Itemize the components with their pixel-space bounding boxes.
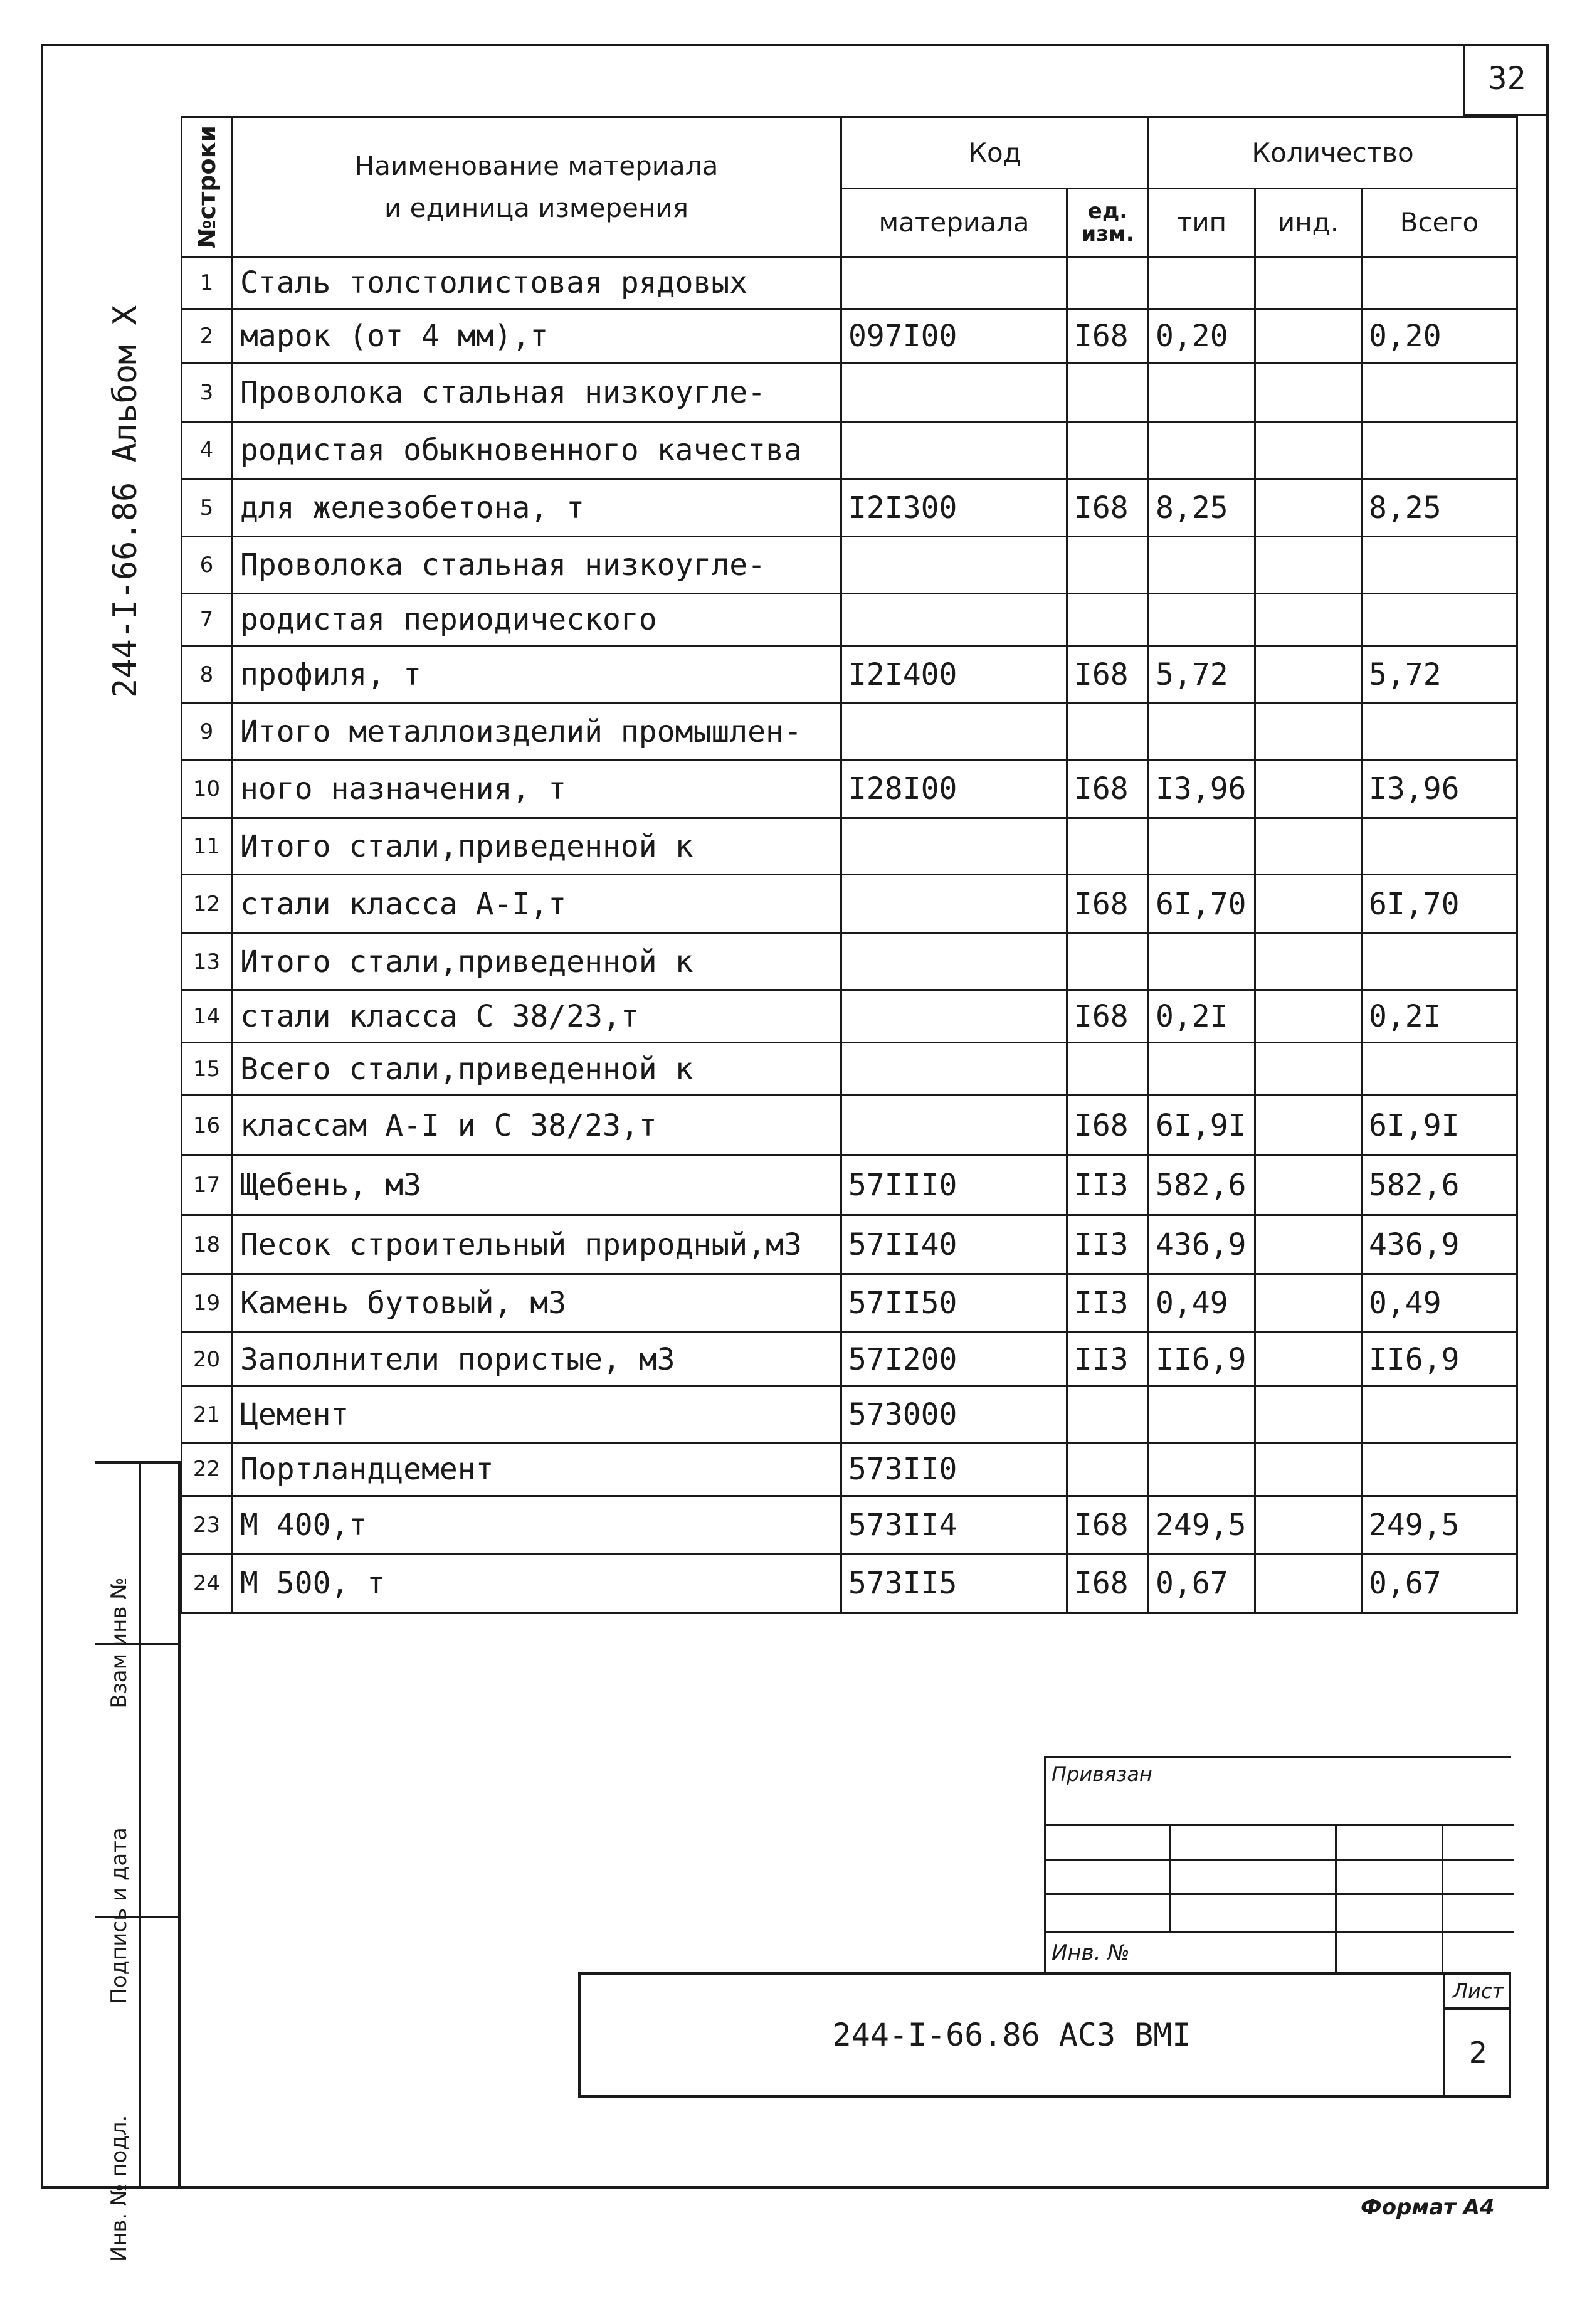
stamp-caption: Привязан xyxy=(1052,1762,1152,1786)
qty-ind xyxy=(1255,1443,1362,1496)
side-cell-vzam xyxy=(95,1461,181,1709)
table-row xyxy=(182,309,1517,363)
table-row xyxy=(182,704,1517,760)
material-name: для железобетона, т xyxy=(232,479,841,537)
sheet-caption: Лист xyxy=(1445,1975,1511,2010)
qty-type xyxy=(1149,422,1255,479)
unit-code: I68 xyxy=(1067,309,1149,363)
row-number: 16 xyxy=(182,1096,232,1156)
unit-code: II3 xyxy=(1067,1215,1149,1274)
table-row xyxy=(182,594,1517,646)
table-row xyxy=(182,990,1517,1043)
header-row-no: №строки xyxy=(182,117,232,257)
materials-table xyxy=(181,116,1518,1614)
side-cell-signature xyxy=(95,1643,181,2004)
material-name: Портландцемент xyxy=(232,1443,841,1496)
header-code-material: материала xyxy=(841,188,1067,256)
material-name: родистая периодического xyxy=(232,594,841,646)
qty-ind xyxy=(1255,537,1362,594)
material-code xyxy=(841,1043,1067,1096)
qty-type: 0,67 xyxy=(1149,1554,1255,1614)
material-name: Цемент xyxy=(232,1386,841,1443)
material-code: I28I00 xyxy=(841,760,1067,818)
row-number: 1 xyxy=(182,257,232,309)
row-number: 2 xyxy=(182,309,232,363)
material-name: Щебень, м3 xyxy=(232,1156,841,1215)
material-code xyxy=(841,537,1067,594)
qty-ind xyxy=(1255,1156,1362,1215)
material-name: стали класса С 38/23,т xyxy=(232,990,841,1043)
row-number: 13 xyxy=(182,934,232,990)
material-code xyxy=(841,1096,1067,1156)
table-row xyxy=(182,1274,1517,1333)
material-name: классам А-I и С 38/23,т xyxy=(232,1096,841,1156)
unit-code xyxy=(1067,1386,1149,1443)
qty-type: II6,9 xyxy=(1149,1333,1255,1386)
qty-total: 0,20 xyxy=(1362,309,1517,363)
qty-type xyxy=(1149,704,1255,760)
qty-total xyxy=(1362,537,1517,594)
unit-code: I68 xyxy=(1067,1554,1149,1614)
material-name: М 500, т xyxy=(232,1554,841,1614)
qty-total: II6,9 xyxy=(1362,1333,1517,1386)
qty-total xyxy=(1362,704,1517,760)
material-code: 573II4 xyxy=(841,1496,1067,1554)
row-number: 18 xyxy=(182,1215,232,1274)
unit-code: I68 xyxy=(1067,1096,1149,1156)
row-number: 8 xyxy=(182,646,232,704)
qty-total: 8,25 xyxy=(1362,479,1517,537)
material-code: 573II5 xyxy=(841,1554,1067,1614)
qty-ind xyxy=(1255,479,1362,537)
row-number: 6 xyxy=(182,537,232,594)
row-number: 9 xyxy=(182,704,232,760)
qty-total xyxy=(1362,1443,1517,1496)
table-row xyxy=(182,1215,1517,1274)
side-stamp-strip xyxy=(95,1461,181,2263)
qty-total xyxy=(1362,363,1517,422)
qty-type: 0,20 xyxy=(1149,309,1255,363)
material-name: ного назначения, т xyxy=(232,760,841,818)
qty-ind xyxy=(1255,594,1362,646)
unit-code: I68 xyxy=(1067,875,1149,934)
material-code xyxy=(841,934,1067,990)
binding-stamp xyxy=(1044,1756,1511,1972)
header-qty-type: тип xyxy=(1149,188,1255,256)
qty-ind xyxy=(1255,309,1362,363)
table-row xyxy=(182,1496,1517,1554)
qty-ind xyxy=(1255,760,1362,818)
material-code: I2I400 xyxy=(841,646,1067,704)
qty-type: 0,49 xyxy=(1149,1274,1255,1333)
side-cell-inv-podl xyxy=(95,1916,181,2263)
material-code xyxy=(841,594,1067,646)
material-code: I2I300 xyxy=(841,479,1067,537)
unit-code: I68 xyxy=(1067,479,1149,537)
material-code xyxy=(841,363,1067,422)
row-number: 21 xyxy=(182,1386,232,1443)
side-label-signature: Подпись и дата xyxy=(107,1827,132,2004)
qty-type xyxy=(1149,1386,1255,1443)
qty-type: 5,72 xyxy=(1149,646,1255,704)
unit-code: I68 xyxy=(1067,646,1149,704)
qty-type xyxy=(1149,1443,1255,1496)
qty-type: 436,9 xyxy=(1149,1215,1255,1274)
qty-ind xyxy=(1255,1274,1362,1333)
row-number: 17 xyxy=(182,1156,232,1215)
qty-ind xyxy=(1255,1096,1362,1156)
qty-total: 249,5 xyxy=(1362,1496,1517,1554)
qty-type xyxy=(1149,594,1255,646)
table-row xyxy=(182,422,1517,479)
header-qty-ind: инд. xyxy=(1255,188,1362,256)
row-number: 11 xyxy=(182,818,232,875)
table-row xyxy=(182,1333,1517,1386)
table-row xyxy=(182,1096,1517,1156)
unit-code xyxy=(1067,818,1149,875)
row-number: 23 xyxy=(182,1496,232,1554)
qty-ind xyxy=(1255,363,1362,422)
qty-total xyxy=(1362,257,1517,309)
unit-code xyxy=(1067,1043,1149,1096)
material-name: Проволока стальная низкоугле- xyxy=(232,537,841,594)
qty-total xyxy=(1362,1043,1517,1096)
table-row xyxy=(182,760,1517,818)
qty-type xyxy=(1149,934,1255,990)
material-name: Камень бутовый, м3 xyxy=(232,1274,841,1333)
qty-ind xyxy=(1255,1215,1362,1274)
side-label-vzam: Взам инв № xyxy=(107,1577,132,1709)
material-code: 57III0 xyxy=(841,1156,1067,1215)
qty-type: 8,25 xyxy=(1149,479,1255,537)
table-row xyxy=(182,1386,1517,1443)
row-number: 4 xyxy=(182,422,232,479)
unit-code xyxy=(1067,594,1149,646)
table-row xyxy=(182,934,1517,990)
qty-ind xyxy=(1255,1496,1362,1554)
qty-total xyxy=(1362,422,1517,479)
unit-code: II3 xyxy=(1067,1274,1149,1333)
unit-code: I68 xyxy=(1067,1496,1149,1554)
row-number: 19 xyxy=(182,1274,232,1333)
material-code xyxy=(841,990,1067,1043)
table-row xyxy=(182,818,1517,875)
qty-ind xyxy=(1255,818,1362,875)
unit-code xyxy=(1067,422,1149,479)
qty-total: 582,6 xyxy=(1362,1156,1517,1215)
material-name: родистая обыкновенного качества xyxy=(232,422,841,479)
material-name: М 400,т xyxy=(232,1496,841,1554)
row-number: 5 xyxy=(182,479,232,537)
material-name: Итого стали,приведенной к xyxy=(232,818,841,875)
row-number: 10 xyxy=(182,760,232,818)
table-row xyxy=(182,363,1517,422)
qty-ind xyxy=(1255,934,1362,990)
table-row xyxy=(182,875,1517,934)
material-code xyxy=(841,875,1067,934)
qty-type xyxy=(1149,1043,1255,1096)
material-code: 097I00 xyxy=(841,309,1067,363)
qty-type: 6I,9I xyxy=(1149,1096,1255,1156)
qty-type: 249,5 xyxy=(1149,1496,1255,1554)
qty-total: 6I,70 xyxy=(1362,875,1517,934)
qty-ind xyxy=(1255,990,1362,1043)
qty-type: I3,96 xyxy=(1149,760,1255,818)
header-qty-total: Всего xyxy=(1362,188,1517,256)
qty-type xyxy=(1149,257,1255,309)
material-name: Итого стали,приведенной к xyxy=(232,934,841,990)
qty-total: 436,9 xyxy=(1362,1215,1517,1274)
qty-total: 0,49 xyxy=(1362,1274,1517,1333)
unit-code xyxy=(1067,363,1149,422)
row-number: 12 xyxy=(182,875,232,934)
material-name: Всего стали,приведенной к xyxy=(232,1043,841,1096)
material-name: марок (от 4 мм),т xyxy=(232,309,841,363)
unit-code xyxy=(1067,1443,1149,1496)
qty-ind xyxy=(1255,1554,1362,1614)
qty-ind xyxy=(1255,646,1362,704)
material-code: 57II40 xyxy=(841,1215,1067,1274)
unit-code: II3 xyxy=(1067,1156,1149,1215)
table-row xyxy=(182,537,1517,594)
row-number: 24 xyxy=(182,1554,232,1614)
album-label: 244-I-66.86 Альбом X xyxy=(107,305,144,699)
table-row xyxy=(182,1043,1517,1096)
row-number: 14 xyxy=(182,990,232,1043)
qty-ind xyxy=(1255,875,1362,934)
unit-code: I68 xyxy=(1067,760,1149,818)
table-row xyxy=(182,646,1517,704)
page-number: 32 xyxy=(1463,44,1549,116)
qty-total xyxy=(1362,934,1517,990)
header-name: Наименование материала и единица измерения xyxy=(232,117,841,257)
material-code xyxy=(841,818,1067,875)
unit-code: I68 xyxy=(1067,990,1149,1043)
table-row xyxy=(182,257,1517,309)
material-name: Песок строительный природный,м3 xyxy=(232,1215,841,1274)
row-number: 3 xyxy=(182,363,232,422)
unit-code xyxy=(1067,934,1149,990)
qty-ind xyxy=(1255,704,1362,760)
qty-type xyxy=(1149,363,1255,422)
qty-total: 6I,9I xyxy=(1362,1096,1517,1156)
material-code: 57I200 xyxy=(841,1333,1067,1386)
document-designation: 244-I-66.86 АС3 ВМI xyxy=(832,2017,1191,2053)
qty-ind xyxy=(1255,1386,1362,1443)
qty-total xyxy=(1362,818,1517,875)
qty-total xyxy=(1362,594,1517,646)
qty-type xyxy=(1149,537,1255,594)
side-label-inv-podl: Инв. № подл. xyxy=(107,2115,132,2263)
unit-code: II3 xyxy=(1067,1333,1149,1386)
qty-ind xyxy=(1255,1333,1362,1386)
stamp-inv-no: Инв. № xyxy=(1052,1940,1130,1965)
material-code xyxy=(841,704,1067,760)
qty-ind xyxy=(1255,257,1362,309)
material-name: стали класса А-I,т xyxy=(232,875,841,934)
header-code-unit: ед. изм. xyxy=(1067,188,1149,256)
qty-total: 5,72 xyxy=(1362,646,1517,704)
sheet-number: 2 xyxy=(1468,2036,1488,2069)
row-number: 22 xyxy=(182,1443,232,1496)
material-name: профиля, т xyxy=(232,646,841,704)
qty-ind xyxy=(1255,1043,1362,1096)
material-code: 573000 xyxy=(841,1386,1067,1443)
title-block xyxy=(578,1972,1511,2098)
header-code-group: Код xyxy=(841,117,1149,189)
unit-code xyxy=(1067,704,1149,760)
table-row xyxy=(182,479,1517,537)
qty-type: 582,6 xyxy=(1149,1156,1255,1215)
qty-type: 6I,70 xyxy=(1149,875,1255,934)
material-code: 57II50 xyxy=(841,1274,1067,1333)
table-row xyxy=(182,1443,1517,1496)
material-name: Проволока стальная низкоугле- xyxy=(232,363,841,422)
row-number: 15 xyxy=(182,1043,232,1096)
qty-type xyxy=(1149,818,1255,875)
qty-ind xyxy=(1255,422,1362,479)
table-row xyxy=(182,1156,1517,1215)
qty-total: I3,96 xyxy=(1362,760,1517,818)
row-number: 20 xyxy=(182,1333,232,1386)
unit-code xyxy=(1067,537,1149,594)
format-label: Формат А4 xyxy=(1361,2195,1495,2220)
material-code xyxy=(841,257,1067,309)
material-name: Заполнители пористые, м3 xyxy=(232,1333,841,1386)
unit-code xyxy=(1067,257,1149,309)
qty-type: 0,2I xyxy=(1149,990,1255,1043)
qty-total xyxy=(1362,1386,1517,1443)
material-code xyxy=(841,422,1067,479)
qty-total: 0,2I xyxy=(1362,990,1517,1043)
material-code: 573II0 xyxy=(841,1443,1067,1496)
header-qty-group: Количество xyxy=(1149,117,1517,189)
material-name: Итого металлоизделий промышлен- xyxy=(232,704,841,760)
material-name: Сталь толстолистовая рядовых xyxy=(232,257,841,309)
row-number: 7 xyxy=(182,594,232,646)
table-row xyxy=(182,1554,1517,1614)
qty-total: 0,67 xyxy=(1362,1554,1517,1614)
